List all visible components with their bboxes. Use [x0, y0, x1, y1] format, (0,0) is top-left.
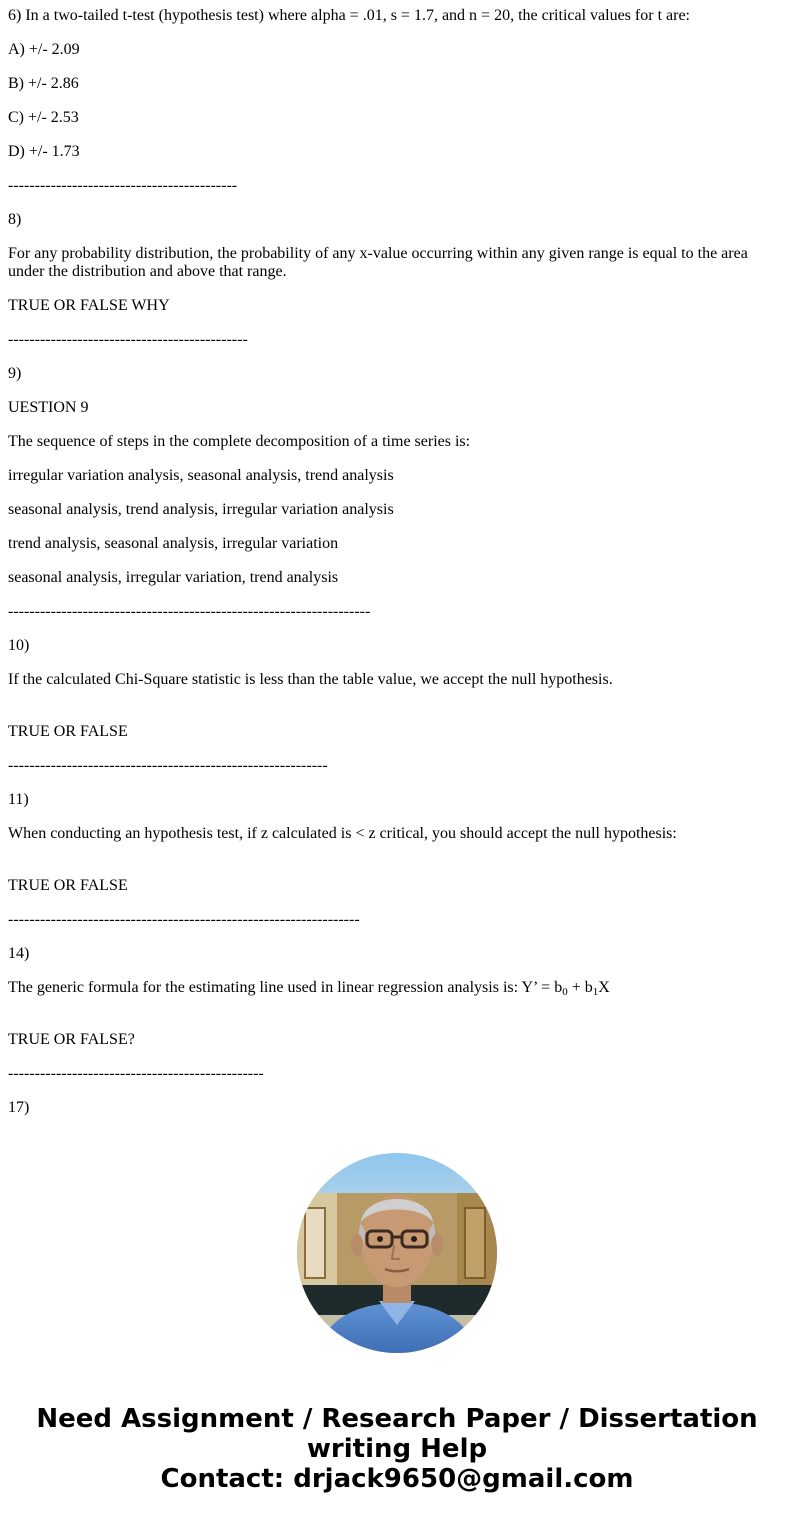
- q11-prompt: TRUE OR FALSE: [8, 877, 128, 894]
- q8-prompt: TRUE OR FALSE WHY: [8, 297, 170, 314]
- q6-question: 6) In a two-tailed t-test (hypothesis test) where alpha = .01, s = 1.7, and n = 20, the critical values for t are:: [8, 7, 690, 24]
- author-photo: [297, 1153, 497, 1353]
- q14-number: 14): [8, 945, 30, 962]
- q9-option-3: trend analysis, seasonal analysis, irregular variation: [8, 535, 339, 552]
- q14-prompt: TRUE OR FALSE?: [8, 1031, 135, 1048]
- q14-question-text: The generic formula for the estimating line used in linear regression analysis is: Y’ = b: [8, 979, 563, 996]
- q6-option-b: B) +/- 2.86: [8, 75, 79, 92]
- promo-line-1: Need Assignment / Research Paper / Dissertation: [36, 1404, 758, 1434]
- promo-line-2: writing Help: [306, 1434, 488, 1464]
- separator: ---------------------------------------------: [8, 331, 248, 348]
- q14-question: [8, 979, 786, 997]
- q10-number: 10): [8, 637, 30, 654]
- q10-prompt: TRUE OR FALSE: [8, 723, 128, 740]
- separator: ------------------------------------------------: [8, 1065, 264, 1082]
- promo-banner: [0, 1404, 794, 1494]
- q6-option-c: C) +/- 2.53: [8, 109, 79, 126]
- q14-subscript-1: 1: [592, 986, 599, 998]
- q14-question-middle: + b: [567, 979, 593, 996]
- document-body: [8, 7, 786, 1117]
- q11-question: When conducting an hypothesis test, if z calculated is < z critical, you should accept the null hypothesis:: [8, 825, 677, 842]
- q6-option-a: A) +/- 2.09: [8, 41, 80, 58]
- q8-question: For any probability distribution, the probability of any x-value occurring within any given range is equal to the area under the distribution and above that range.: [8, 245, 748, 280]
- q10-question: If the calculated Chi-Square statistic is less than the table value, we accept the null hypothesis.: [8, 671, 613, 688]
- q11-number: 11): [8, 791, 29, 808]
- q9-question: The sequence of steps in the complete decomposition of a time series is:: [8, 433, 471, 450]
- separator: ------------------------------------------------------------: [8, 757, 328, 774]
- promo-contact: Contact: drjack9650@gmail.com: [160, 1464, 634, 1494]
- q17-number: 17): [8, 1099, 30, 1116]
- q14-question-suffix: X: [598, 979, 610, 996]
- q9-label: UESTION 9: [8, 399, 89, 416]
- q14-subscript-0: 0: [562, 986, 568, 998]
- separator: ------------------------------------------------------------------: [8, 911, 360, 928]
- q9-option-2: seasonal analysis, trend analysis, irregular variation analysis: [8, 501, 394, 518]
- q9-option-1: irregular variation analysis, seasonal analysis, trend analysis: [8, 467, 394, 484]
- q8-number: 8): [8, 211, 22, 228]
- separator: -------------------------------------------: [8, 177, 238, 194]
- q9-option-4: seasonal analysis, irregular variation, trend analysis: [8, 569, 339, 586]
- q6-option-d: D) +/- 1.73: [8, 143, 80, 160]
- author-photo-illustration: [297, 1153, 497, 1353]
- separator: --------------------------------------------------------------------: [8, 603, 371, 620]
- q9-number: 9): [8, 365, 22, 382]
